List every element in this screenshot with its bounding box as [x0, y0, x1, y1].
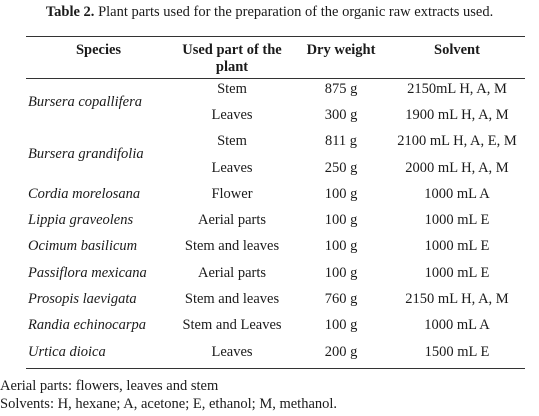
species-cell: Lippia graveolens — [28, 212, 134, 229]
header-solvent: Solvent — [434, 42, 480, 58]
dry-weight-cell: 200 g — [324, 343, 358, 360]
species-cell: Bursera grandifolia — [28, 146, 144, 163]
species-cell: Ocimum basilicum — [28, 238, 138, 255]
used-part-cell: Flower — [211, 185, 253, 202]
dry-weight-cell: 100 g — [324, 185, 358, 202]
dry-weight-cell: 100 g — [324, 264, 358, 281]
table-row — [26, 313, 525, 339]
table-row — [26, 181, 525, 207]
footnote-aerial-parts: Aerial parts: flowers, leaves and stem — [0, 378, 219, 394]
table-caption-text: Plant parts used for the preparation of the organic raw extracts used. — [94, 4, 494, 20]
solvent-cell: 1900 mL H, A, M — [405, 106, 509, 123]
species-cell: Urtica dioica — [28, 343, 106, 360]
used-part-cell: Leaves — [211, 159, 253, 176]
solvent-cell: 1000 mL E — [424, 264, 490, 281]
used-part-cell: Leaves — [211, 343, 253, 360]
species-cell: Passiflora mexicana — [28, 264, 147, 281]
table-row — [26, 76, 525, 102]
table-row — [26, 339, 525, 365]
table-row — [26, 260, 525, 286]
used-part-cell: Stem and Leaves — [182, 317, 282, 334]
dry-weight-cell: 760 g — [324, 291, 358, 308]
species-cell: Randia echinocarpa — [28, 317, 146, 334]
plant-parts-table — [26, 42, 525, 365]
dry-weight-cell: 250 g — [324, 159, 358, 176]
used-part-cell: Aerial parts — [197, 264, 267, 281]
solvent-cell: 1000 mL A — [424, 185, 490, 202]
solvent-cell: 2150mL H, A, M — [407, 80, 507, 97]
solvent-cell: 1500 mL E — [424, 343, 490, 360]
table-row — [26, 207, 525, 233]
solvent-cell: 1000 mL A — [424, 317, 490, 334]
used-part-cell: Aerial parts — [197, 212, 267, 229]
solvent-cell: 1000 mL E — [424, 238, 490, 255]
table-row — [26, 234, 525, 260]
header-dry-weight: Dry weight — [306, 42, 376, 58]
header-species: Species — [75, 42, 122, 58]
used-part-cell: Stem — [217, 80, 247, 97]
dry-weight-cell: 875 g — [324, 80, 358, 97]
used-part-cell: Stem — [217, 133, 247, 150]
header-used-part: Used part of the plant — [182, 42, 282, 75]
top-rule — [26, 36, 525, 37]
table-caption-label: Table 2. — [45, 4, 95, 20]
table-header-row — [26, 42, 525, 76]
table-body — [26, 76, 525, 365]
table-row — [26, 286, 525, 312]
solvent-cell: 2100 mL H, A, E, M — [397, 133, 517, 150]
species-cell: Prosopis laevigata — [28, 291, 137, 308]
dry-weight-cell: 100 g — [324, 317, 358, 334]
table-row — [26, 129, 525, 155]
solvent-cell: 2000 mL H, A, M — [405, 159, 509, 176]
dry-weight-cell: 300 g — [324, 106, 358, 123]
species-cell: Bursera copallifera — [28, 93, 142, 110]
bottom-rule — [26, 368, 525, 369]
used-part-cell: Stem and leaves — [184, 238, 280, 255]
solvent-cell: 2150 mL H, A, M — [405, 291, 509, 308]
dry-weight-cell: 100 g — [324, 238, 358, 255]
dry-weight-cell: 100 g — [324, 212, 358, 229]
table-caption — [0, 4, 539, 21]
solvent-cell: 1000 mL E — [424, 212, 490, 229]
dry-weight-cell: 811 g — [324, 133, 358, 150]
species-cell: Cordia morelosana — [28, 185, 141, 202]
used-part-cell: Leaves — [211, 106, 253, 123]
footnote-solvents: Solvents: H, hexane; A, acetone; E, ethanol; M, methanol. — [0, 396, 338, 412]
used-part-cell: Stem and leaves — [184, 291, 280, 308]
